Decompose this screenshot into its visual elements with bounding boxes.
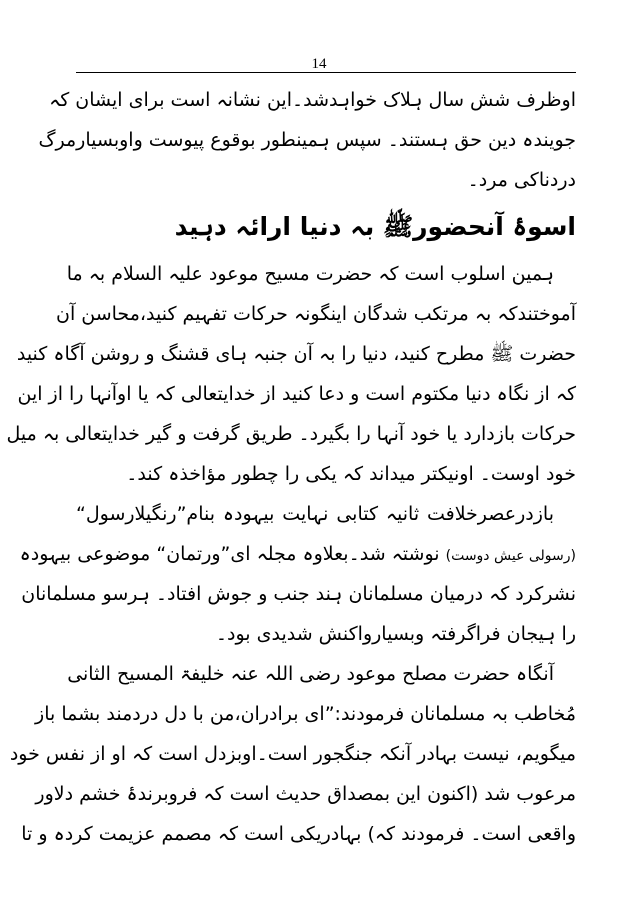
- header-rule: [76, 72, 576, 73]
- text-line: واقعی است۔ فرمودند کہ) بہادریکی است کہ مصمم عزیمت کردہ و تا: [21, 823, 576, 845]
- page-number: 14: [311, 56, 327, 72]
- text-line: آموختندکہ بہ مرتکب شدگان اینگونہ حرکات تفہیم کنید،محاسن آن: [55, 303, 576, 325]
- section-heading: اسوۂ آنحضورﷺ بہ دنیا ارائہ دہید: [174, 212, 576, 241]
- text-line: جویندہ دین حق ہستند۔ سپس ہمینطور بوقوع پیوست واوبسیارمرگ: [38, 129, 576, 151]
- text-line: حضرت ﷺ مطرح کنید، دنیا را بہ آن جنبہ ہای قشنگ و روشن آگاہ کنید: [16, 343, 576, 365]
- text-line: آنگاہ حضرت مصلح موعود رضی اللہ عنہ خلیفۃ المسیح الثانی: [67, 663, 554, 685]
- text-line: ہمین اسلوب است کہ حضرت مسیح موعود علیہ السلام بہ ما: [66, 263, 554, 285]
- text-line: خود اوست۔ اونیکتر میداند کہ یکی را چطور مؤاخذہ کند۔: [126, 463, 576, 485]
- text-line: نشرکرد کہ درمیان مسلمانان ہند جنب و جوش افتاد۔ ہرسو مسلمانان: [21, 583, 576, 605]
- text-line: [19, 534, 576, 574]
- text-line: بازدرعصرخلافت ثانیہ کتابی نہایت بیہودہ بنام”رنگیلارسول“: [76, 503, 554, 525]
- text-line: کہ از نگاہ دنیا مکتوم است و دعا کنید از خدایتعالی کہ یا اوآنہا را از این: [17, 383, 576, 405]
- text-line: دردناکی مرد۔: [467, 169, 576, 191]
- text-line: را ہیجان فراگرفتہ وبسیارواکنش شدیدی بود۔: [215, 623, 576, 645]
- text-line: مرعوب شد (اکنون این بمصداق حدیث است کہ فروبرندۂ خشم دلاور: [35, 783, 576, 805]
- text-line: اوظرف شش سال ہلاک خواہدشد۔این نشانہ است برای ایشان کہ: [49, 89, 576, 111]
- text-span: نوشتہ شد۔بعلاوہ مجلہ ای”ورتمان“ موضوعی بیہودہ: [19, 543, 440, 565]
- text-line: حرکات بازدارد یا خود آنہا را بگیرد۔ طریق گرفت و گیر خدایتعالی بہ میل: [6, 423, 576, 445]
- page-body: [6, 80, 576, 854]
- text-line: میگویم، نیست بہادر آنکہ جنگجور است۔اوبزدل است کہ او از نفس خود: [9, 743, 576, 765]
- small-parenthetical: (رسولی عیش دوست): [445, 548, 576, 564]
- text-line: مُخاطب بہ مسلمانان فرمودند:”ای برادران،من با دل دردمند بشما باز: [35, 703, 576, 725]
